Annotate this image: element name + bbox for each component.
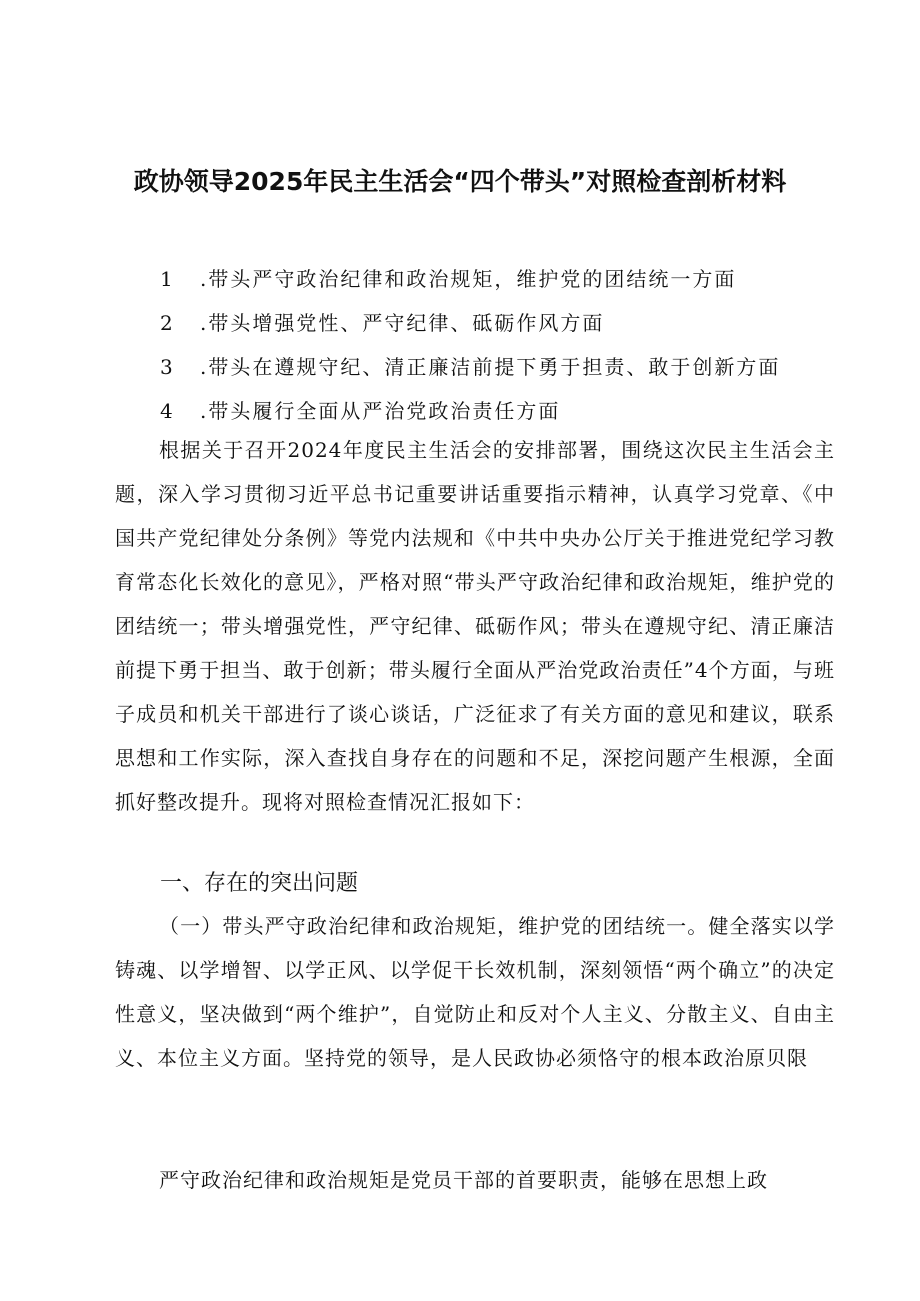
- outline-item-text: .带头增强党性、严守纪律、砥砺作风方面: [200, 311, 605, 335]
- outline-item-number: 2: [160, 311, 173, 335]
- outline-list: [160, 257, 860, 433]
- section-heading: 一、存在的突出问题: [160, 871, 359, 896]
- section1-paragraph-continued: 严守政治纪律和政治规矩是党员干部的首要职责，能够在思想上政: [159, 1168, 768, 1192]
- outline-item: [160, 257, 860, 301]
- outline-item: [160, 345, 860, 389]
- outline-item: [160, 389, 860, 433]
- document-title: 政协领导2025年民主生活会“四个带头”对照检查剖析材料: [133, 167, 787, 196]
- outline-item-text: .带头严守政治纪律和政治规矩，维护党的团结统一方面: [200, 267, 737, 291]
- outline-item-text: .带头履行全面从严治党政治责任方面: [200, 399, 561, 423]
- outline-item-number: 4: [160, 399, 173, 423]
- outline-item: [160, 301, 860, 345]
- intro-paragraph: 根据关于召开2024年度民主生活会的安排部署，围绕这次民主生活会主题，深入学习贯彻习近平总书记重要讲话重要指示精神，认真学习党章、《中国共产党纪律处分条例》等党内法规和《中共中央办公厅关于推进党纪学习教育常态化长效化的意见》，严格对照“带头严守政治纪律和政治规矩，维护党的团结统一；带头增强党性，严守纪律、砥砺作风；带头在遵规守纪、清正廉洁前提下勇于担当、敢于创新；带头履行全面从严治党政治责任”4个方面，与班子成员和机关干部进行了谈心谈话，广泛征求了有关方面的意见和建议，联系思想和工作实际，深入查找自身存在的问题和不足，深挖问题产生根源，全面抓好整改提升。现将对照检查情况汇报如下：: [115, 438, 835, 814]
- outline-item-number: 1: [160, 267, 173, 291]
- outline-item-number: 3: [160, 355, 173, 379]
- section1-paragraph: （一）带头严守政治纪律和政治规矩，维护党的团结统一。健全落实以学铸魂、以学增智、以学正风、以学促干长效机制，深刻领悟“两个确立”的决定性意义，坚决做到“两个维护”，自觉防止和反对个人主义、分散主义、自由主义、本位主义方面。坚持党的领导，是人民政协必须恪守的根本政治原贝限: [115, 914, 835, 1070]
- outline-item-text: .带头在遵规守纪、清正廉洁前提下勇于担责、敢于创新方面: [200, 355, 781, 379]
